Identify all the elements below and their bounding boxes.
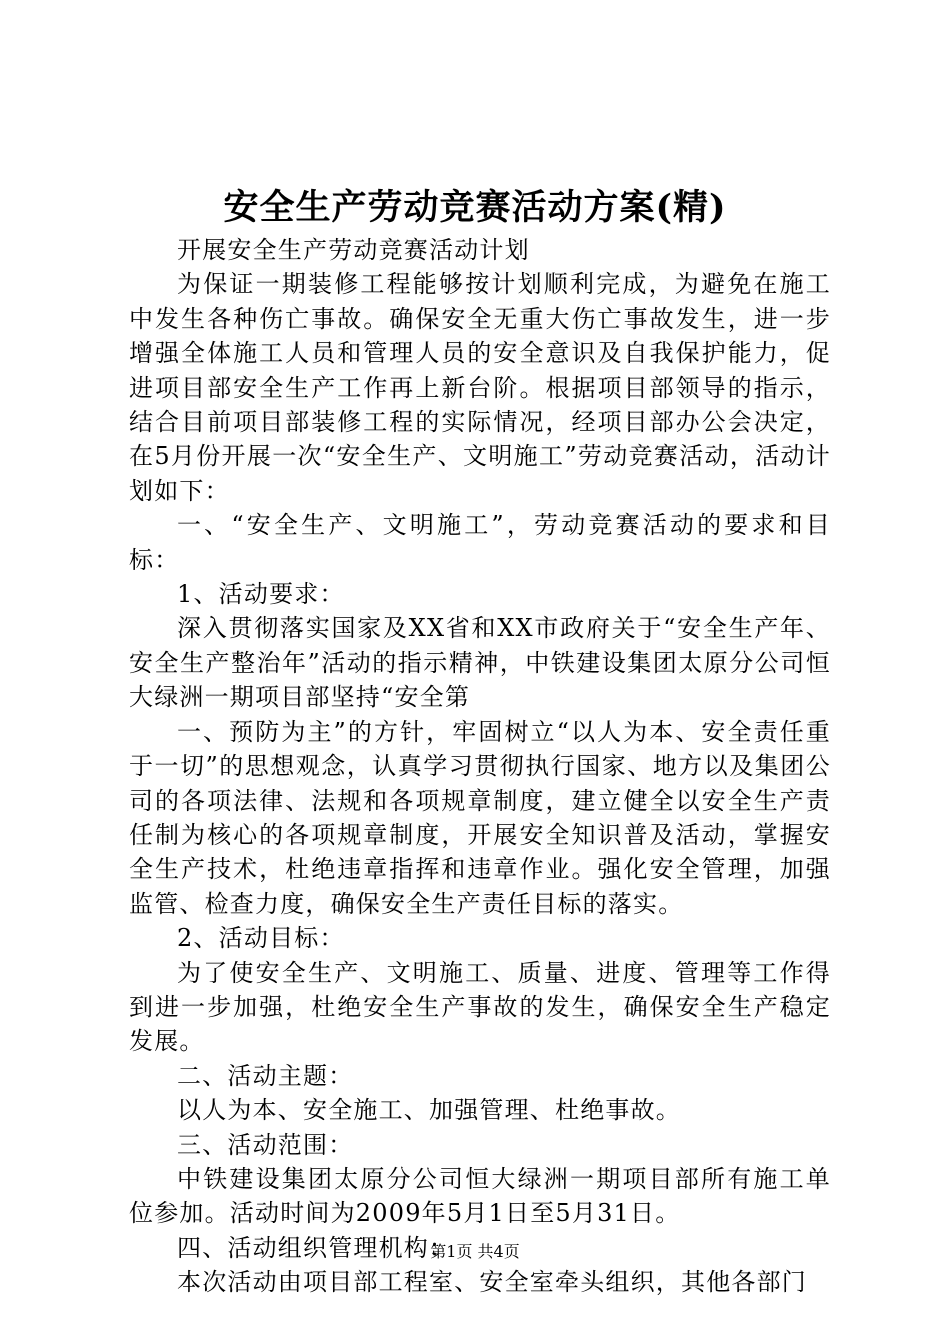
paragraph: 一、预防为主”的方针，牢固树立“以人为本、安全责任重于一切”的思想观念，认真学习贯彻执行国家、地方以及集团公司的各项法律、法规和各项规章制度，建立健全以安全生产责任制为核心的各项规章制度，开展安全知识普及活动，掌握安全生产技术，杜绝违章指挥和违章作业。强化安全管理，加强监管、检查力度，确保安全生产责任目标的落实。 xyxy=(129,717,831,918)
document-title: 安全生产劳动竞赛活动方案(精) xyxy=(223,187,727,228)
paragraph: 开展安全生产劳动竞赛活动计划 xyxy=(177,236,530,264)
document-body xyxy=(129,233,831,1300)
paragraph: 1、活动要求： xyxy=(177,580,345,609)
paragraph: 为保证一期装修工程能够按计划顺利完成，为避免在施工中发生各种伤亡事故。确保安全无重大伤亡事故发生，进一步增强全体施工人员和管理人员的安全意识及自我保护能力，促进项目部安全生产工作再上新台阶。根据项目部领导的指示，结合目前项目部装修工程的实际情况，经项目部办公会决定，在5月份开展一次“安全生产、文明施工”劳动竞赛活动，活动计划如下： xyxy=(129,270,831,505)
paragraph: 深入贯彻落实国家及XX省和XX市政府关于“安全生产年、安全生产整治年”活动的指示精神，中铁建设集团太原分公司恒大绿洲一期项目部坚持“安全第 xyxy=(129,614,831,712)
paragraph: 四、活动组织管理机构： xyxy=(177,1233,455,1262)
paragraph: 2、活动目标： xyxy=(177,924,345,953)
paragraph: 本次活动由项目部工程室、安全室牵头组织，其他各部门 xyxy=(177,1268,807,1297)
paragraph: 中铁建设集团太原分公司恒大绿洲一期项目部所有施工单位参加。活动时间为2009年5月1日至5月31日。 xyxy=(129,1164,831,1228)
page-footer: 第1页 共4页 xyxy=(430,1242,520,1261)
paragraph: 以人为本、安全施工、加强管理、杜绝事故。 xyxy=(177,1096,681,1125)
paragraph: 二、活动主题： xyxy=(177,1061,354,1090)
paragraph: 一、“安全生产、文明施工”，劳动竞赛活动的要求和目标： xyxy=(129,511,831,574)
paragraph: 为了使安全生产、文明施工、质量、进度、管理等工作得到进一步加强，杜绝安全生产事故的发生，确保安全生产稳定发展。 xyxy=(129,958,831,1056)
paragraph: 三、活动范围： xyxy=(177,1130,354,1159)
